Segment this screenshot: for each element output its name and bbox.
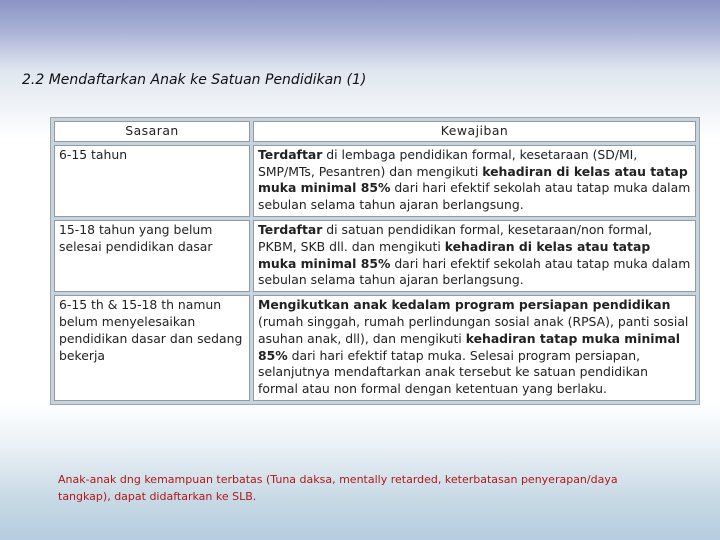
kewajiban-cell [253, 295, 696, 401]
obligation-table [50, 117, 700, 405]
table-row [54, 145, 696, 217]
kewajiban-segment: kehadiran di kelas atau tatap muka minimal 85% [258, 238, 651, 271]
header-sasaran: Sasaran [54, 121, 250, 142]
kewajiban-segment: Mengikutkan anak kedalam program persiapan pendidikan [258, 297, 671, 313]
table-row [54, 295, 696, 401]
kewajiban-segment: Terdaftar [258, 146, 323, 162]
kewajiban-segment: (rumah singgah, rumah perlindungan sosial anak (RPSA), panti sosial asuhan anak, dll), dan mengikuti [258, 313, 689, 346]
kewajiban-segment: dari hari efektif sekolah atau tatap muka dalam sebulan selama tahun ajaran berlangsung. [258, 180, 691, 213]
kewajiban-segment: kehadiran di kelas atau tatap muka minimal 85% [258, 163, 688, 196]
footnote: Anak-anak dng kemampuan terbatas (Tuna daksa, mentally retarded, keterbatasan penyerapan/daya tangkap), dapat didaftarkan ke SLB. [58, 473, 618, 503]
kewajiban-cell [253, 145, 696, 217]
sasaran-cell: 15-18 tahun yang belum selesai pendidikan dasar [54, 220, 250, 292]
table-row [54, 220, 696, 292]
kewajiban-segment: di satuan pendidikan formal, kesetaraan/non formal, PKBM, SKB dll. dan mengikuti [258, 221, 653, 254]
header-kewajiban: Kewajiban [253, 121, 696, 142]
slide-title: 2.2 Mendaftarkan Anak ke Satuan Pendidikan (1) [22, 72, 367, 88]
kewajiban-segment: kehadiran tatap muka minimal 85% [258, 330, 681, 363]
table-header-row [54, 121, 696, 142]
kewajiban-segment: dari hari efektif tatap muka. Selesai program persiapan, selanjutnya mendaftarkan anak tersebut ke satuan pendidikan formal atau non formal dengan ketentuan yang berlaku. [258, 347, 648, 397]
kewajiban-cell [253, 220, 696, 292]
kewajiban-segment: dari hari efektif sekolah atau tatap muka dalam sebulan selama tahun ajaran berlangsung. [258, 255, 691, 288]
kewajiban-segment: di lembaga pendidikan formal, kesetaraan (SD/MI, SMP/MTs, Pesantren) dan mengikuti [258, 146, 638, 179]
sasaran-cell: 6-15 tahun [54, 145, 250, 217]
sasaran-cell: 6-15 th & 15-18 th namun belum menyelesaikan pendidikan dasar dan sedang bekerja [54, 295, 250, 401]
kewajiban-segment: Terdaftar [258, 221, 323, 237]
